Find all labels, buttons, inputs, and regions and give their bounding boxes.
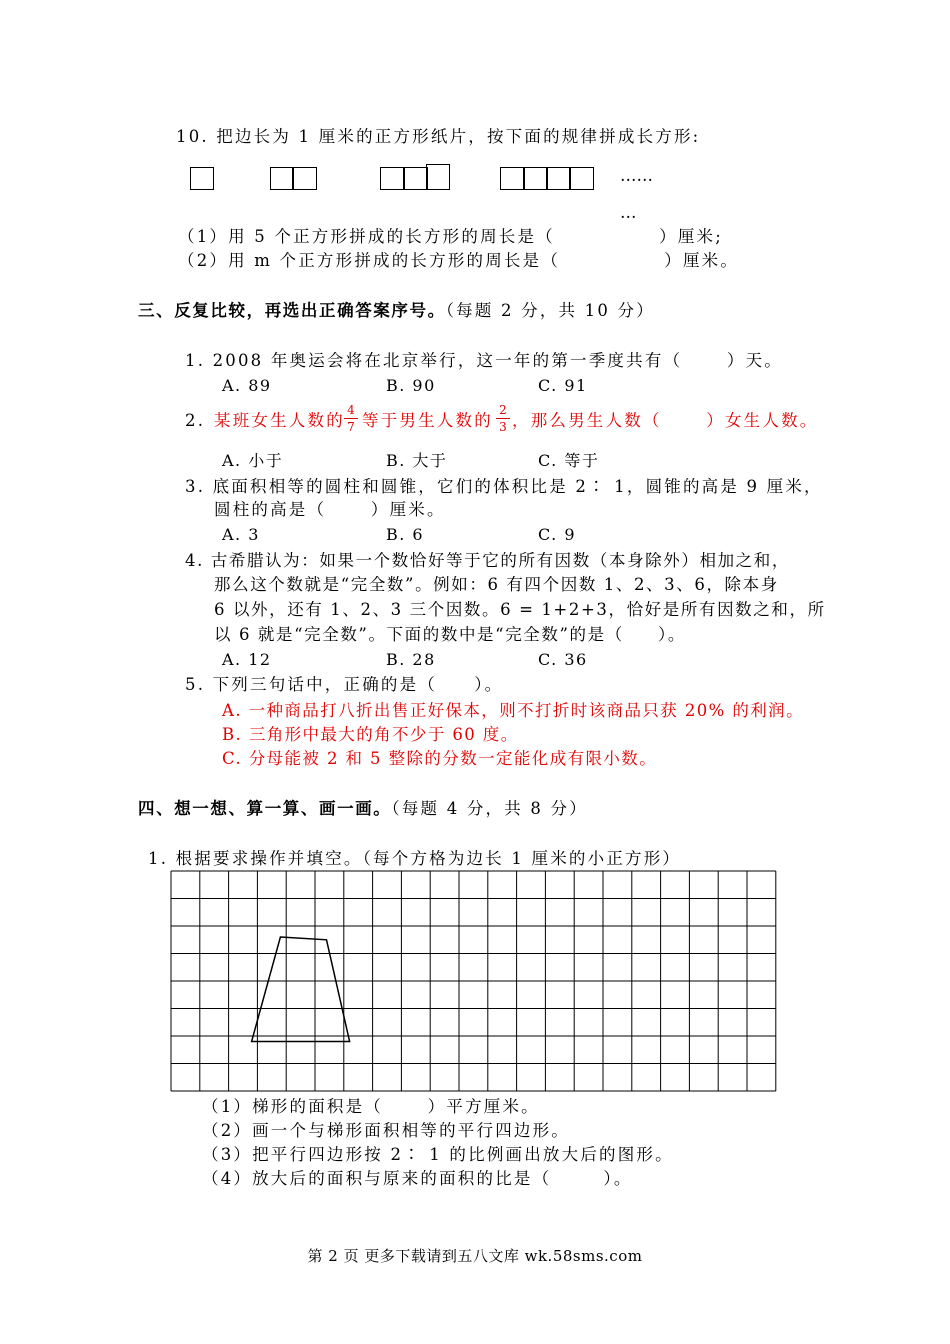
s3-q2-option-a: A. 小于 [222,451,284,470]
pattern-2-square-a [270,167,294,190]
s3-q2-part3: ，那么男生人数（ ）女生人数。 [512,411,819,430]
s3-q4-line4: 以 6 就是“完全数”。下面的数中是“完全数”的是（ ）。 [214,625,687,644]
s3-q1-option-b: B. 90 [386,376,436,395]
s3-q3-option-c: C. 9 [538,525,577,544]
s3-q4-option-b: B. 28 [386,650,436,669]
grid-lines [171,871,776,1091]
s3-q3-option-b: B. 6 [386,525,425,544]
s3-q2-option-b: B. 大于 [386,451,448,470]
s3-q3-option-a: A. 3 [222,525,260,544]
trapezoid-shape [252,937,350,1042]
section4-title [138,798,588,820]
pattern-4-square-d [569,167,594,190]
pattern-2-square-b [292,167,317,190]
s3-q2-part2: 等于男生人数的 [362,411,493,430]
pattern-3-square-c [426,164,450,190]
page-footer: 第 2 页 更多下载请到五八文库 wk.58sms.com [307,1247,643,1265]
s3-q3-line1: 3. 底面积相等的圆柱和圆锥，它们的体积比是 2∶ 1，圆锥的高是 9 厘米， [185,477,823,496]
s4-q1-stem: 1. 根据要求操作并填空。（每个方格为边长 1 厘米的小正方形） [148,849,682,868]
s3-q5-option-b: B. 三角形中最大的角不少于 60 度。 [222,725,519,744]
s3-q1-stem: 1. 2008 年奥运会将在北京举行，这一年的第一季度共有（ ）天。 [185,351,783,370]
s3-q4-option-c: C. 36 [538,650,588,669]
s4-part1: （1）梯形的面积是（ ）平方厘米。 [202,1097,540,1116]
s4-part2: （2）画一个与梯形面积相等的平行四边形。 [202,1121,570,1140]
s3-q4-line1: 4. 古希腊认为：如果一个数恰好等于它的所有因数（本身除外）相加之和， [185,551,790,570]
s3-q4-option-a: A. 12 [222,650,272,669]
s4-part3: （3）把平行四边形按 2∶ 1 的比例画出放大后的图形。 [202,1145,674,1164]
s3-q5-option-c: C. 分母能被 2 和 5 整除的分数一定能化成有限小数。 [222,749,658,768]
q10-intro: 10. 把边长为 1 厘米的正方形纸片，按下面的规律拼成长方形: [176,127,701,146]
fraction-numerator: 2 [499,403,507,417]
s3-q4-line2: 那么这个数就是“完全数”。例如：6 有四个因数 1、2、3、6，除本身 [214,575,779,594]
s3-q5-stem: 5. 下列三句话中，正确的是（ ）。 [185,675,504,694]
section4-points: （每题 4 分，共 8 分） [391,799,588,818]
s3-q5-option-a: A. 一种商品打八折出售正好保本，则不打折时该商品只获 20% 的利润。 [222,701,804,720]
pattern-3-square-a [380,167,405,190]
section4-heading: 四、想一想、算一算、画一画。 [138,799,392,818]
s3-q3-line2: 圆柱的高是（ ）厘米。 [214,500,446,519]
q10-part1: （1）用 5 个正方形拼成的长方形的周长是（ ）厘米; [178,227,723,246]
s3-q2-part1: 某班女生人数的 [214,411,345,430]
grid-diagram [170,870,782,1094]
fraction-two-thirds [496,403,510,434]
s4-part4: （4）放大后的面积与原来的面积的比是（ ）。 [202,1169,633,1188]
s3-q1-option-a: A. 89 [222,376,272,395]
s3-q1-option-c: C. 91 [538,376,588,395]
pattern-3-square-b [403,167,428,190]
s3-q2-option-c: C. 等于 [538,451,600,470]
pattern-1-square [190,167,214,190]
section3-points: （每题 2 分，共 10 分） [445,301,655,320]
s3-q2-number: 2. [185,411,206,430]
q10-part2: （2）用 m 个正方形拼成的长方形的周长是（ ）厘米。 [178,251,740,270]
fraction-four-sevenths [344,403,358,434]
section3-title [138,300,655,322]
pattern-ellipsis-2: … [620,203,637,222]
fraction-numerator: 4 [347,403,355,417]
fraction-denominator: 3 [499,420,507,434]
fraction-denominator: 7 [347,420,355,434]
pattern-4-square-b [523,167,548,190]
section3-heading: 三、反复比较，再选出正确答案序号。 [138,301,446,320]
s3-q4-line3: 6 以外，还有 1、2、3 三个因数。6 = 1+2+3，恰好是所有因数之和，所 [214,600,826,619]
pattern-ellipsis: …… [620,166,653,185]
pattern-4-square-c [546,167,571,190]
pattern-4-square-a [500,167,525,190]
